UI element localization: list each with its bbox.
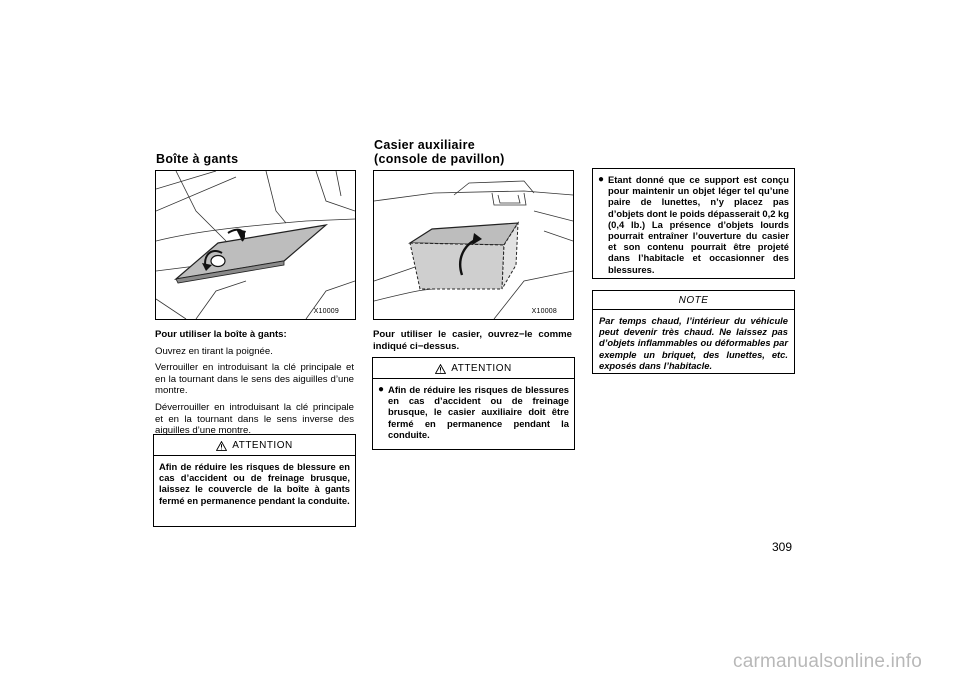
console-lid	[410, 223, 518, 245]
caution-bullet	[598, 174, 789, 275]
instructions-lead: Pour utiliser la boîte à gants:	[155, 329, 287, 340]
figure-code: X10008	[531, 308, 557, 315]
glove-box-illustration	[155, 170, 356, 320]
glove-box-instructions	[155, 329, 354, 442]
caution-text: Etant donné que ce support est conçu pour maintenir un objet léger tel qu’une paire de lunettes, n’y placez pas d’objets dont le poids dépasserait 0,2 kg (0,4 lb.) La présence d’objets lourds pourrait entraîner l’ouverture du casier et son contenu pourrait être projeté dans l’habitacle et occasionner des blessures.	[608, 174, 789, 275]
warning-triangle-icon	[435, 364, 446, 374]
lock-icon	[211, 256, 225, 267]
attention-text: Afin de réduire les risques de blessure en cas d’accident ou de freinage brusque, laissez le couvercle de la boîte à gants fermé en permanence pendant la conduite.	[159, 461, 350, 506]
watermark: carmanualsonline.info	[733, 651, 923, 672]
figure-code: X10009	[313, 308, 339, 315]
instruction-paragraph: Verrouiller en introduisant la clé principale et en la tournant dans le sens des aiguilles d’une montre.	[155, 362, 354, 397]
console-compartment	[410, 243, 504, 289]
note-box	[592, 290, 795, 374]
attention-text: Afin de réduire les risques de blessures en cas d’accident ou de freinage brusque, le casier auxiliaire doit être fermé en permanence pendant la conduite.	[388, 384, 569, 440]
attention-box-overhead-console	[372, 357, 575, 450]
section-title-line: (console de pavillon)	[374, 152, 505, 166]
attention-box-glove-box	[153, 434, 356, 527]
attention-title: ATTENTION	[451, 363, 512, 374]
note-title: NOTE	[678, 295, 709, 306]
section-title-overhead-console	[374, 138, 505, 166]
attention-bullet	[378, 384, 569, 440]
caution-box-weight-limit	[592, 168, 795, 279]
instructions-lead: Pour utiliser le casier, ouvrez−le comme indiqué ci−dessus.	[373, 329, 572, 352]
overhead-console-instructions	[373, 329, 572, 357]
page-number: 309	[772, 540, 793, 554]
glove-box-drawing	[156, 171, 355, 319]
bullet-icon: ●	[378, 384, 385, 395]
instruction-paragraph: Déverrouiller en introduisant la clé principale et en la tournant dans le sens inverse des aiguilles d’une montre.	[155, 401, 354, 437]
instruction-paragraph: Ouvrez en tirant la poignée.	[155, 345, 273, 357]
note-text: Par temps chaud, l’intérieur du véhicule peut devenir très chaud. Ne laissez pas d’objets inflammables ou déformables par exemple un briquet, des lunettes, etc. exposés dans l’habitacle.	[599, 315, 788, 371]
warning-triangle-icon	[216, 441, 227, 451]
section-title-glove-box: Boîte à gants	[156, 152, 239, 166]
attention-title: ATTENTION	[232, 440, 293, 451]
section-title-line: Casier auxiliaire	[374, 138, 475, 152]
overhead-console-drawing	[374, 171, 573, 319]
bullet-icon: ●	[598, 174, 605, 185]
overhead-console-illustration	[373, 170, 574, 320]
